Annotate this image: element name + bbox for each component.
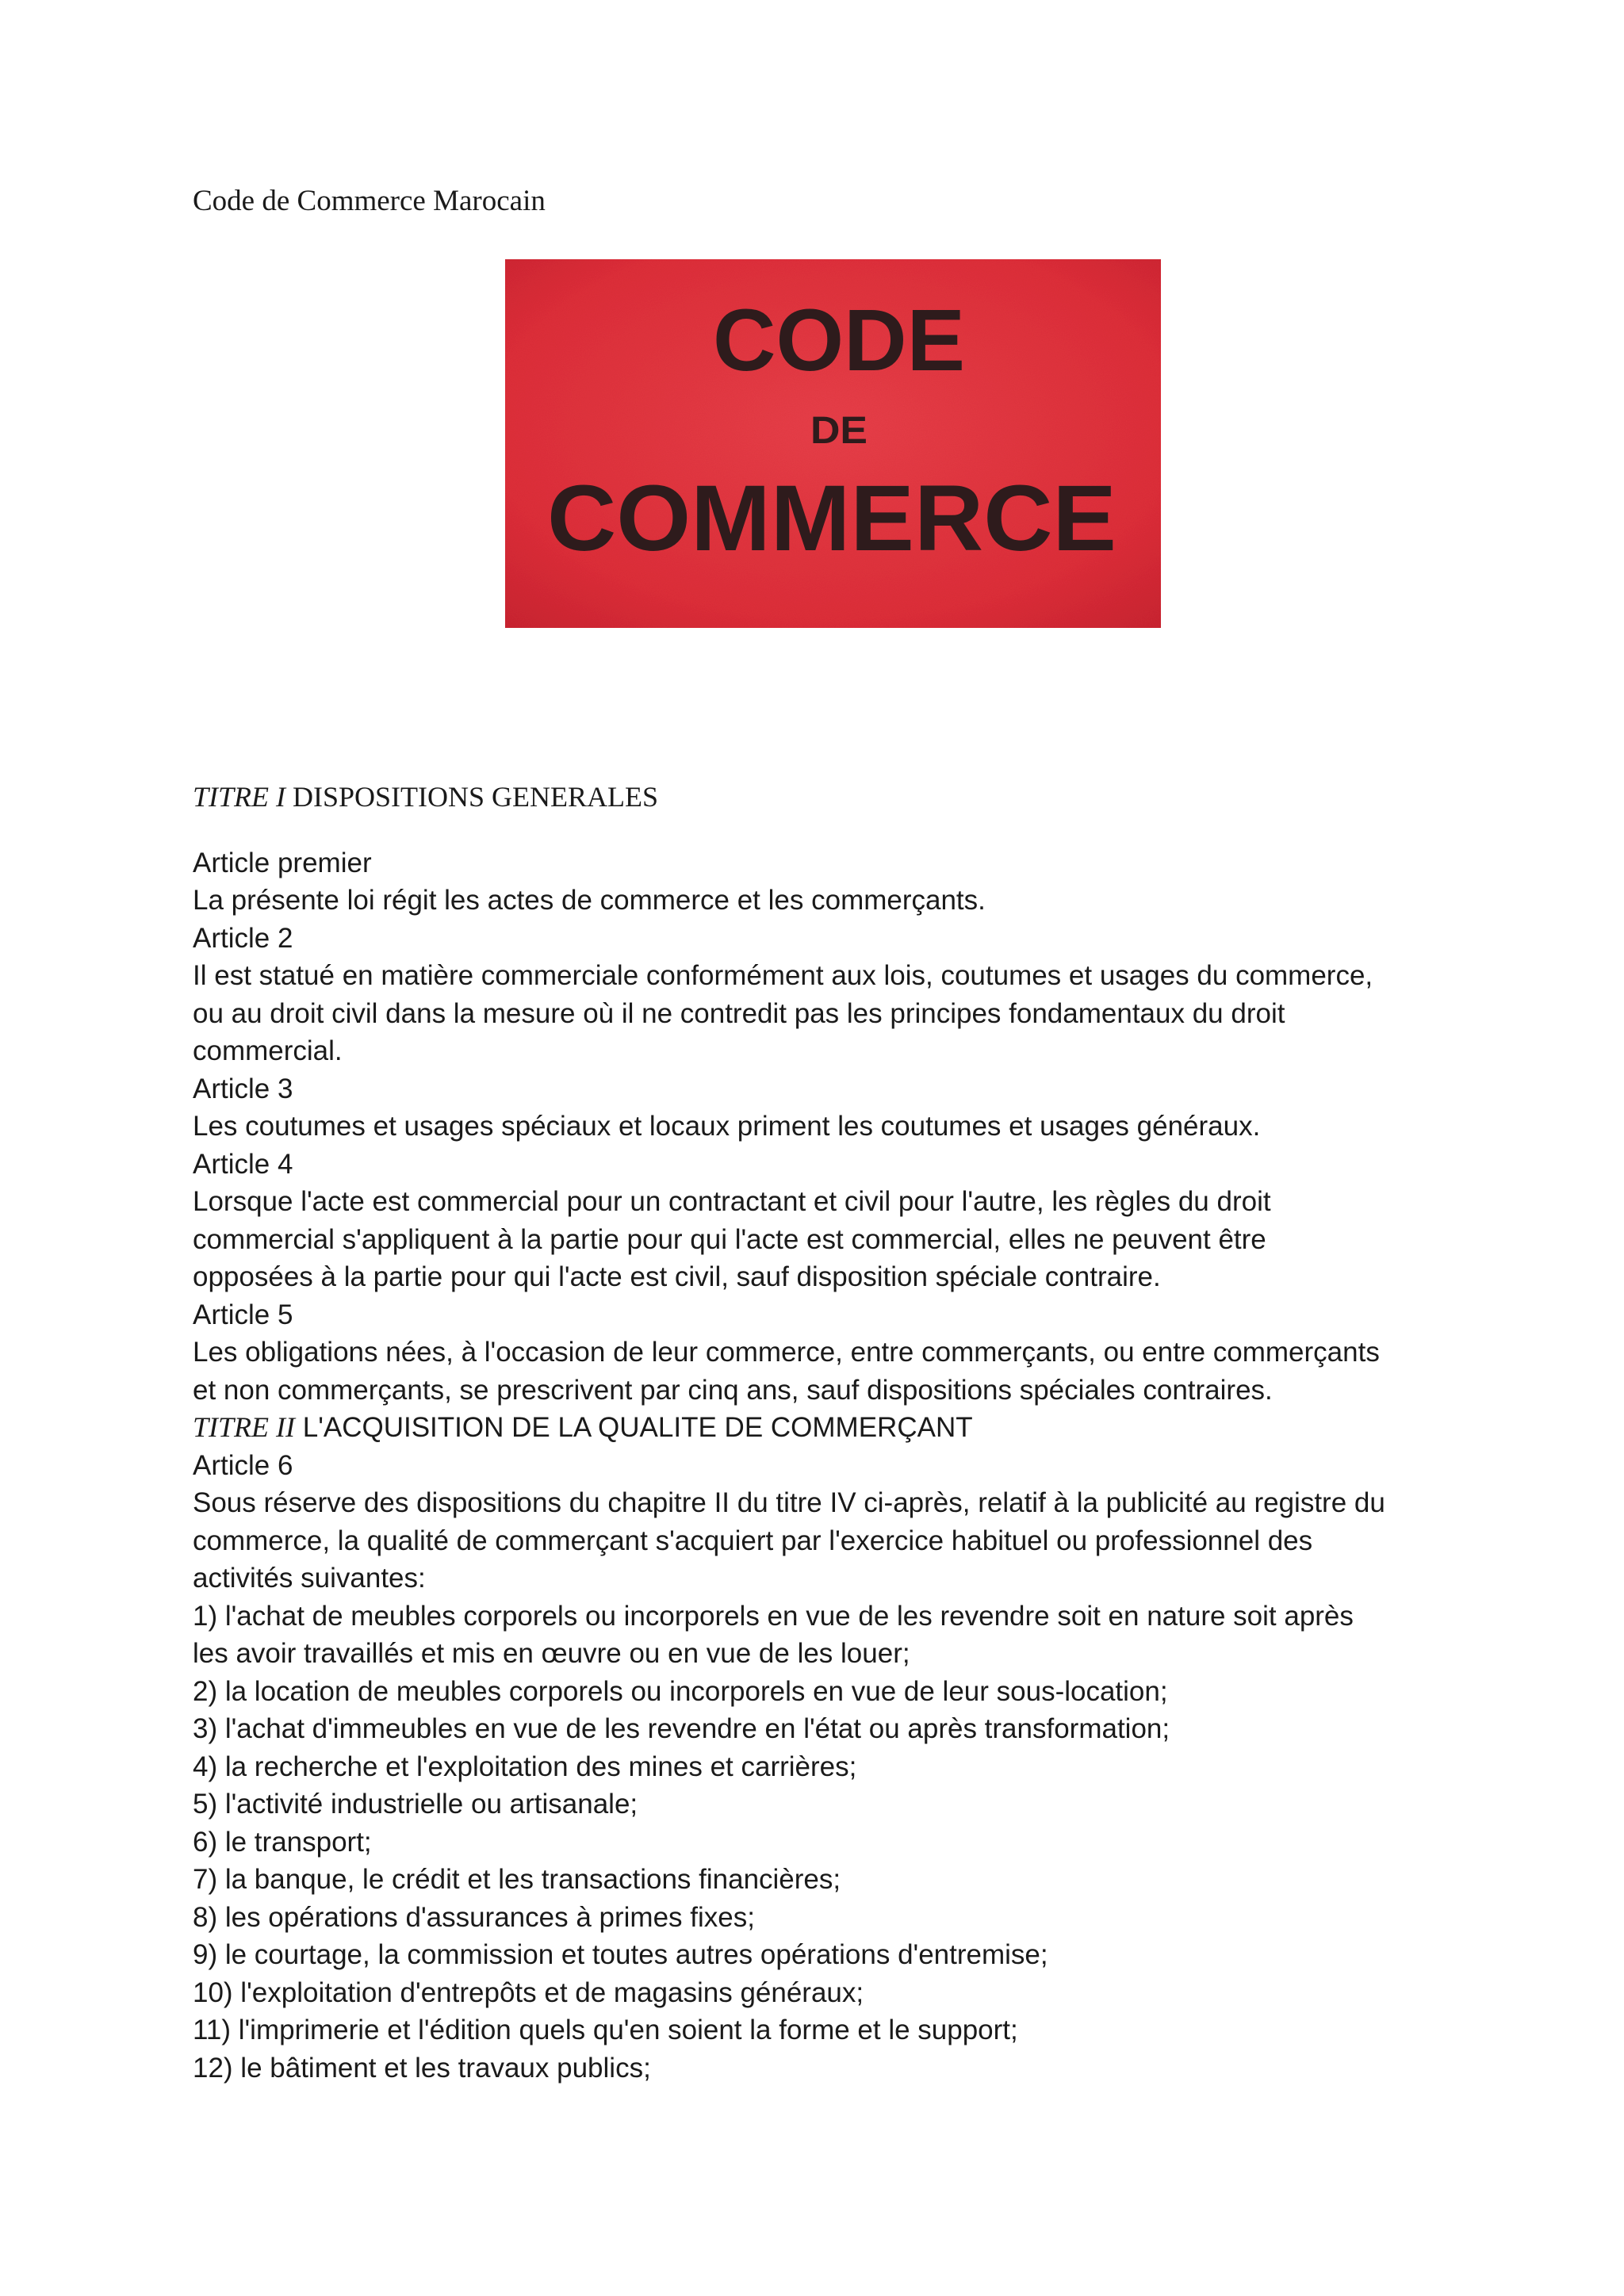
text-line: Article 3: [193, 1073, 293, 1104]
text-line: 9) le courtage, la commission et toutes autres opérations d'entremise;: [193, 1939, 1048, 1970]
text-line: ou au droit civil dans la mesure où il ne contredit pas les principes fondamentaux du droit: [193, 997, 1285, 1029]
text-line: Les obligations nées, à l'occasion de leur commerce, entre commerçants, ou entre commerçants: [193, 1337, 1380, 1368]
text-line: 10) l'exploitation d'entrepôts et de magasins généraux;: [193, 1976, 864, 2008]
document-title: Code de Commerce Marocain: [193, 185, 546, 217]
titre-1-heading: [193, 779, 1446, 817]
titre-1-text: DISPOSITIONS GENERALES: [285, 781, 659, 813]
cover-illustration: [505, 259, 1161, 628]
text-line: opposées à la partie pour qui l'acte est civil, sauf disposition spéciale contraire.: [193, 1261, 1161, 1292]
text-line: Article 5: [193, 1299, 293, 1330]
text-line: 1) l'achat de meubles corporels ou incorporels en vue de les revendre soit en nature soit après: [193, 1600, 1354, 1632]
cover-line-de: DE: [810, 410, 868, 452]
cover-image: [505, 259, 1161, 628]
text-line: commerce, la qualité de commerçant s'acquiert par l'exercice habituel ou professionnel des: [193, 1525, 1313, 1556]
text-line: Il est statué en matière commerciale conformément aux lois, coutumes et usages du commerce,: [193, 960, 1373, 991]
text-line: 7) la banque, le crédit et les transactions financières;: [193, 1864, 841, 1895]
text-line: 6) le transport;: [193, 1826, 372, 1858]
cover-line-commerce: COMMERCE: [547, 466, 1116, 571]
text-line: les avoir travaillés et mis en œuvre ou en vue de les louer;: [193, 1638, 910, 1669]
cover-line-code: CODE: [713, 292, 965, 389]
document-body: [193, 779, 1446, 2087]
section-titre-2-lines: [193, 1447, 1446, 2087]
titre-1-label: TITRE I: [193, 781, 285, 813]
text-line: commercial s'appliquent à la partie pour qui l'acte est commercial, elles ne peuvent être: [193, 1223, 1266, 1255]
section-titre-1-lines: [193, 844, 1446, 1410]
text-line: et non commerçants, se prescrivent par cinq ans, sauf dispositions spéciales contraires.: [193, 1374, 1273, 1406]
text-line: La présente loi régit les actes de commerce et les commerçants.: [193, 885, 986, 916]
text-line: 2) la location de meubles corporels ou incorporels en vue de leur sous-location;: [193, 1675, 1168, 1707]
text-line: Article premier: [193, 847, 372, 878]
text-line: Article 4: [193, 1148, 293, 1180]
text-line: 11) l'imprimerie et l'édition quels qu'en soient la forme et le support;: [193, 2015, 1018, 2045]
titre-2-heading: [193, 1409, 1446, 1447]
text-line: 5) l'activité industrielle ou artisanale;: [193, 1789, 638, 1820]
text-line: Article 2: [193, 922, 293, 954]
text-line: Sous réserve des dispositions du chapitre II du titre IV ci-après, relatif à la publicité au registre du: [193, 1487, 1385, 1518]
text-line: 12) le bâtiment et les travaux publics;: [193, 2052, 651, 2084]
text-line: Lorsque l'acte est commercial pour un contractant et civil pour l'autre, les règles du droit: [193, 1186, 1271, 1217]
text-line: commercial.: [193, 1035, 343, 1066]
text-line: Article 6: [193, 1449, 293, 1481]
titre-2-text: L'ACQUISITION DE LA QUALITE DE COMMERÇANT: [295, 1412, 973, 1443]
text-line: activités suivantes:: [193, 1563, 426, 1594]
text-line: 3) l'achat d'immeubles en vue de les revendre en l'état ou après transformation;: [193, 1713, 1170, 1744]
titre-2-label: TITRE II: [193, 1411, 295, 1443]
text-line: 8) les opérations d'assurances à primes fixes;: [193, 1901, 755, 1933]
text-line: 4) la recherche et l'exploitation des mines et carrières;: [193, 1751, 857, 1782]
text-line: Les coutumes et usages spéciaux et locaux priment les coutumes et usages généraux.: [193, 1111, 1261, 1142]
